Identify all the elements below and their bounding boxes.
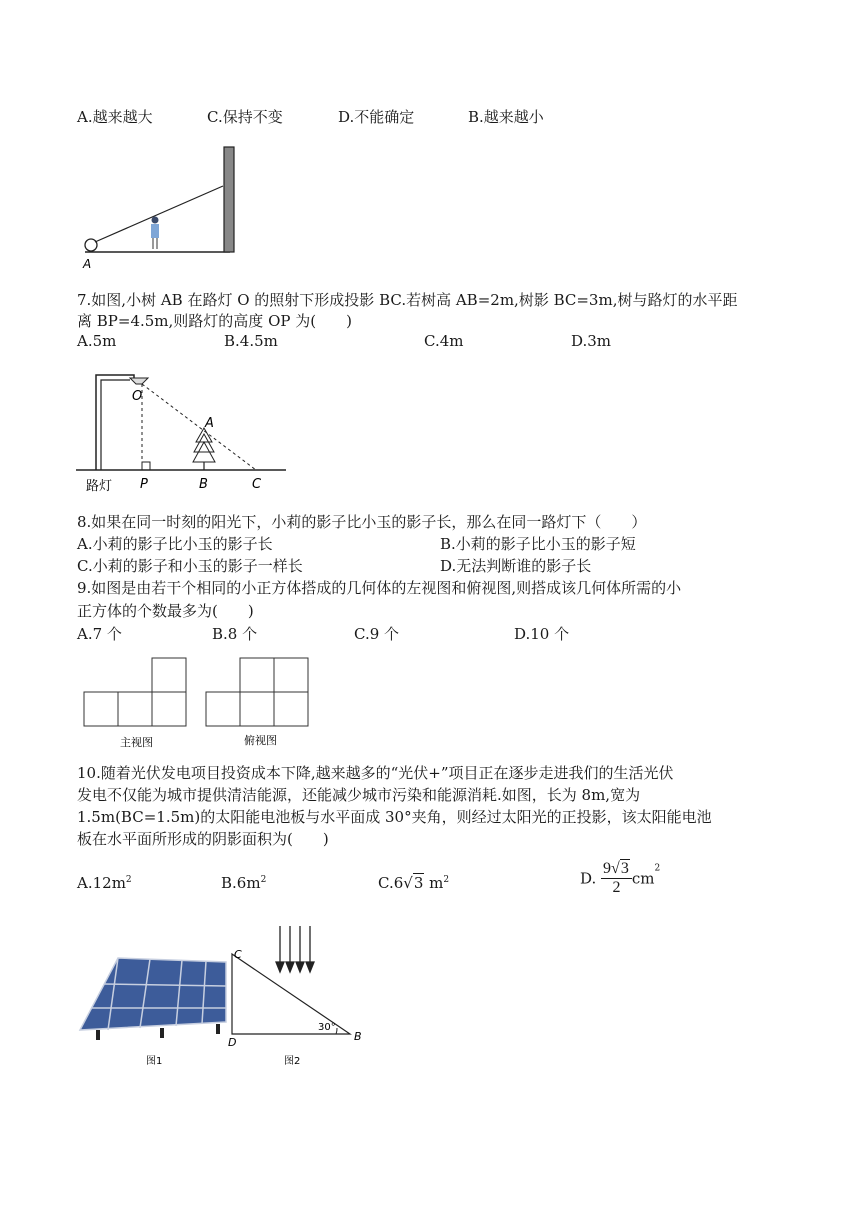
q9-option-d: D.10 个 [514, 625, 570, 643]
q7-option-d: D.3m [571, 332, 612, 350]
angle-label: 30° [318, 1022, 336, 1033]
front-view [84, 658, 186, 726]
label-d: D [228, 1036, 237, 1049]
q6-figure [80, 144, 240, 272]
q9-option-b: B.8 个 [212, 625, 258, 643]
q10-option-c-unit: m [429, 874, 444, 892]
label-b: B [354, 1030, 362, 1043]
girl-figure [151, 217, 159, 250]
q10-option-d-unit: cm [631, 869, 655, 888]
q7-text-line1: 7.如图,小树 AB 在路灯 O 的照射下形成投影 BC.若树高 AB=2m,树影 BC=3m,树与路灯的水平距 [77, 291, 738, 309]
label-lamp: 路灯 [86, 479, 113, 494]
numerator-coef: 9 [603, 860, 612, 877]
label-b: B [199, 477, 208, 492]
q10-option-d-sup: 2 [654, 863, 661, 874]
label-p: P [140, 477, 148, 492]
q10-option-d [580, 860, 660, 897]
q10-text-line3: 1.5m(BC=1.5m)的太阳能电池板与水平面成 30°夹角，则经过太阳光的正投影，该太阳能电池 [77, 808, 712, 826]
lamp-post [96, 375, 134, 470]
q10-text-line2: 发电不仅能为城市提供清洁能源，还能减少城市污染和能源消耗.如图，长为 8m,宽为 [77, 786, 641, 804]
q8-option-b: B.小莉的影子比小玉的影子短 [440, 535, 636, 553]
q10-option-c [378, 874, 449, 892]
top-view [206, 658, 308, 726]
fraction-numerator [601, 860, 632, 879]
sun-rays-arrows [276, 926, 314, 972]
label-c: C [252, 477, 262, 492]
q10-option-c-root: 3 [413, 874, 424, 892]
q7-option-b: B.4.5m [224, 332, 278, 350]
solar-panel-image [80, 958, 226, 1040]
q10-option-c-sup: 2 [443, 875, 450, 885]
q10-option-a-text: A.12m [77, 874, 126, 892]
q8-option-c: C.小莉的影子和小玉的影子一样长 [77, 557, 303, 575]
q9-text-line2: 正方体的个数最多为( ) [77, 602, 254, 620]
q7-option-a: A.5m [77, 332, 117, 350]
q7-text-line2: 离 BP=4.5m,则路灯的高度 OP 为( ) [77, 312, 352, 330]
fraction-denominator: 2 [612, 879, 621, 896]
fig2-caption: 图2 [284, 1056, 301, 1067]
q10-option-c-prefix: C.6 [378, 874, 404, 892]
label-a: A [205, 416, 214, 431]
sqrt-icon: √ [611, 860, 620, 877]
q9-figure [80, 654, 312, 750]
q10-option-b [221, 874, 266, 892]
q7-option-c: C.4m [424, 332, 464, 350]
q8-option-d: D.无法判断谁的影子长 [440, 557, 592, 575]
light-ray-oc [142, 384, 256, 470]
top-view-caption: 俯视图 [244, 734, 277, 747]
q10-figure [78, 924, 368, 1070]
numerator-root: 3 [620, 860, 629, 877]
q6-option-a: A.越来越大 [77, 108, 153, 126]
front-view-caption: 主视图 [120, 736, 153, 749]
lamp-head [130, 378, 148, 384]
label-c: C [234, 948, 242, 961]
q10-option-d-fraction [601, 860, 632, 897]
q8-option-a: A.小莉的影子比小玉的影子长 [77, 535, 273, 553]
wall [224, 147, 234, 252]
tree-icon [193, 428, 215, 470]
q10-option-d-prefix: D. [580, 869, 597, 888]
q10-text-line4: 板在水平面所形成的阴影面积为( ) [77, 830, 329, 848]
q6-option-b: B.越来越小 [468, 108, 544, 126]
q9-option-a: A.7 个 [77, 625, 122, 643]
sqrt-icon: √ [403, 874, 413, 892]
q10-text-line1: 10.随着光伏发电项目投资成本下降,越来越多的“光伏+”项目正在逐步走进我们的生活光伏 [77, 764, 674, 782]
q7-figure [76, 370, 288, 495]
q9-text-line1: 9.如图是由若干个相同的小正方体搭成的几何体的左视图和俯视图,则搭成该几何体所需的小 [77, 579, 682, 597]
q6-option-d: D.不能确定 [338, 108, 415, 126]
q9-option-c: C.9 个 [354, 625, 400, 643]
lamp-post-inner [101, 380, 130, 470]
point-a-label: A [83, 257, 92, 271]
label-o: O [132, 389, 143, 404]
q10-option-b-text: B.6m [221, 874, 261, 892]
q10-option-a-sup: 2 [125, 875, 132, 885]
q10-option-b-sup: 2 [260, 875, 267, 885]
right-angle-mark [142, 462, 150, 470]
q10-option-a [77, 874, 132, 892]
light-source [85, 239, 97, 251]
fig1-caption: 图1 [146, 1056, 163, 1067]
q8-text: 8.如果在同一时刻的阳光下，小莉的影子比小玉的影子长，那么在同一路灯下（ ） [77, 513, 647, 531]
q6-option-c: C.保持不变 [207, 108, 283, 126]
